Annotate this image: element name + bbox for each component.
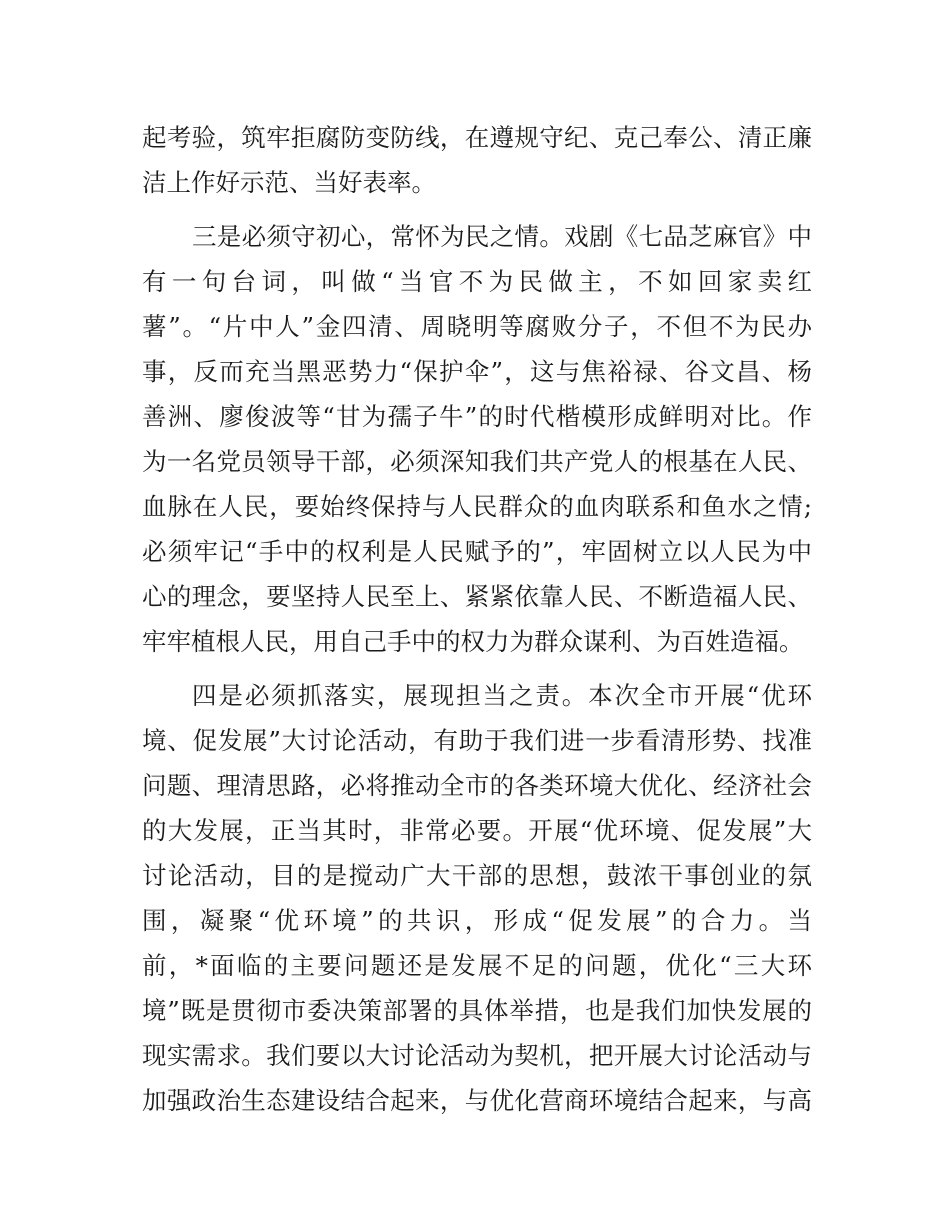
text-line: 加强政治生态建设结合起来，与优化营商环境结合起来，与高 (142, 1086, 812, 1115)
text-line: 善洲、廖俊波等“甘为孺子牛”的时代楷模形成鲜明对比。作 (142, 402, 812, 431)
text-line: 血脉在人民，要始终保持与人民群众的血肉联系和鱼水之情; (142, 492, 812, 521)
paragraph-first-line: 四是必须抓落实，展现担当之责。本次全市开展“优环 (192, 681, 812, 710)
text-line: 有一句台词，叫做“当官不为民做主，不如回家卖红 (142, 267, 812, 296)
text-line: 围，凝聚“优环境”的共识，形成“促发展”的合力。当 (142, 906, 812, 935)
text-line: 起考验，筑牢拒腐防变防线，在遵规守纪、克己奉公、清正廉 (142, 123, 812, 152)
text-line: 心的理念，要坚持人民至上、紧紧依靠人民、不断造福人民、 (142, 582, 812, 611)
text-line: 境”既是贯彻市委决策部署的具体举措，也是我们加快发展的 (142, 996, 812, 1025)
text-line: 现实需求。我们要以大讨论活动为契机，把开展大讨论活动与 (142, 1041, 812, 1070)
text-line: 事，反而充当黑恶势力“保护伞”，这与焦裕禄、谷文昌、杨 (142, 357, 812, 386)
text-line: 薯”。“片中人”金四清、周晓明等腐败分子，不但不为民办 (142, 312, 812, 341)
text-line: 必须牢记“手中的权利是人民赋予的”，牢固树立以人民为中 (142, 537, 812, 566)
text-line: 为一名党员领导干部，必须深知我们共产党人的根基在人民、 (142, 447, 812, 476)
text-line: 前，*面临的主要问题还是发展不足的问题，优化“三大环 (142, 951, 812, 980)
text-line: 的大发展，正当其时，非常必要。开展“优环境、促发展”大 (142, 816, 812, 845)
text-line: 境、促发展”大讨论活动，有助于我们进一步看清形势、找准 (142, 726, 812, 755)
text-line: 讨论活动，目的是搅动广大干部的思想，鼓浓干事创业的氛 (142, 861, 812, 890)
text-line: 问题、理清思路，必将推动全市的各类环境大优化、经济社会 (142, 771, 812, 800)
paragraph-first-line: 三是必须守初心，常怀为民之情。戏剧《七品芝麻官》中 (192, 222, 812, 251)
text-line: 洁上作好示范、当好表率。 (142, 168, 436, 197)
text-line: 牢牢植根人民，用自己手中的权力为群众谋利、为百姓造福。 (142, 627, 804, 656)
